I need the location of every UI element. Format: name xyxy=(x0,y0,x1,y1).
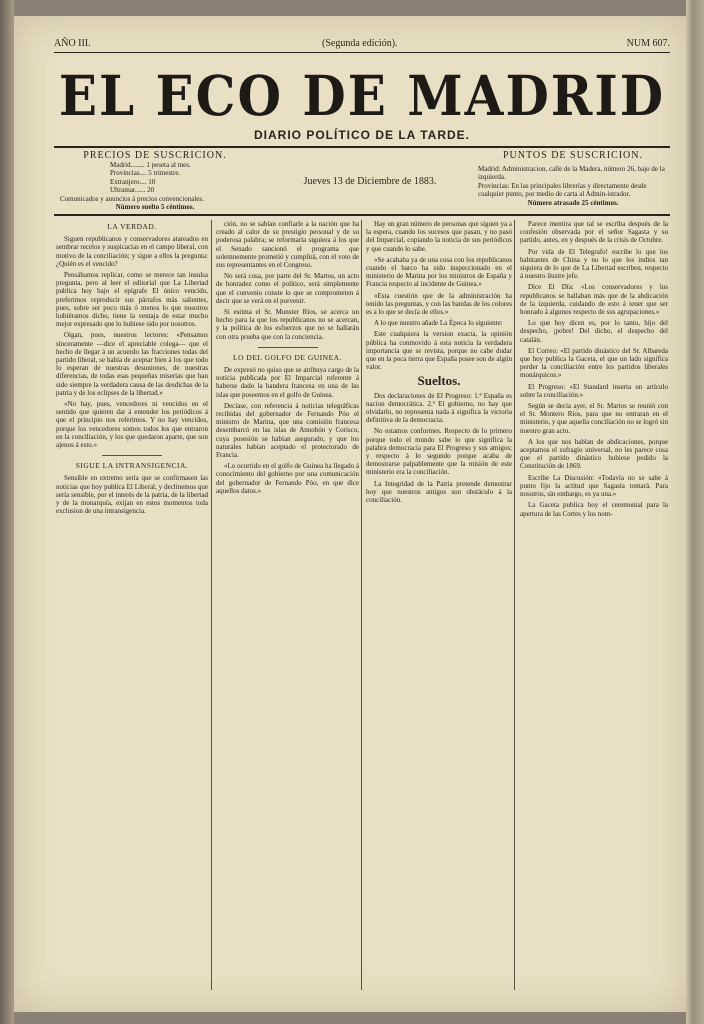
article-paragraph: «Esta cuestión que de la administración ha tenido las preguntas, y con las bandas de los colores es a lo que se decía de ellos.» xyxy=(366,291,512,317)
article-paragraph: Dice El Día: «Los conservadores y los republicanos se hallaban más que de la abdicación de la izquierda, cuidando de esto á tener que ser honrado á algunos respecto de sus agrupaciones.» xyxy=(520,283,668,317)
article-paragraph: Sensible en extremo sería que se confirmasen las noticias que hoy publica El Liberal, y declinemos que sería sensible, por el interés de la patria, de la libertad y de la monarquía, exijan en estos momentos toda exclusion de una intransigencia. xyxy=(56,474,208,516)
back-issue-price: Número atrasado 25 céntimos. xyxy=(527,198,619,207)
column-3 xyxy=(356,220,512,990)
article-paragraph: Hay un gran número de personas que siguen ya a la espera, cuando los sucesos que pasan, y no pasó del Imparcial, copiando la noticia de sus periódicos y que cuando lo sabe. xyxy=(366,220,512,253)
newspaper-title: EL ECO DE MADRID xyxy=(58,63,666,128)
article-paragraph: El Correo: «El partido dinástico del Sr. Albareda que hoy publica la Gaceta, el que un lado significa perder la conciliación entre los partidos liberales monárquicos.» xyxy=(520,346,668,380)
year-label: AÑO III. xyxy=(54,38,91,49)
page-edge-right xyxy=(686,0,704,1024)
article-paragraph: Parece mentira que tal se escriba después de la confesión observada por el señor Sagasta y su partido, antes, en y después de la crisis de Octubre. xyxy=(520,220,668,245)
newspaper-subtitle: DIARIO POLÍTICO DE LA TARDE. xyxy=(254,128,470,142)
article-paragraph: Oigan, pues, nuestros lectores: «Pensamos sinceramente —dice el apreciable colega— que el hecho de llegar á un acuerdo las fracciones todas del partido liberal, se había de aceptar bien á los que todo lo esperan de nuestras desuniones, de nuestras diferencias, de todas esas pequeñas miserias que han sido siempre la verdadera causa de las desdichas de la patria y de los eclipses de la libertad.» xyxy=(56,331,208,397)
divider xyxy=(258,347,318,348)
article-paragraph: Por vida de El Telegrafo! escribe lo que los habitantes de China y no lo que los indios tan siquiera de lo que de La Libertad escriben, respecto á nuestro ilustre jefe. xyxy=(520,247,668,281)
price-row: Provincias.... 5 trimestre. xyxy=(110,169,181,177)
article-paragraph: Lo que hoy dicen es, por lo tanto, hijo del despecho, ¡pobre! Del dicho, el despecho del catalán. xyxy=(520,319,668,344)
article-paragraph: Este cualquiera la version exacta, la opinión pública ha conmovido á esta noticia la verdadera importancia que se revista, porque no cabe dudar que en la poca tierra que España posee son de algún valor. xyxy=(366,330,512,372)
article-paragraph: No estamos conformes. Respecto de lo primero porque todo el mundo sabe lo que significa la palabra democracia para El Progreso y sus amigos; y respecto á lo segundo porque acaba de demostrarse palpablemente que la misión de este ministerio era la conciliación. xyxy=(366,427,512,477)
article-paragraph: A lo que nuestro añade La Época lo siguiente: xyxy=(374,319,503,328)
article-paragraph: «Se acababa ya de una cosa con los republicanos cuando el barco ha sido inspeccionado en el ministerio de Marina por los ministros de España y Francia respecto al incidente de Guinea.» xyxy=(366,255,512,289)
article-paragraph: Siguen republicanos y conservadores atareados en sembrar recelos y suspicacias en el campo liberal, con motivo de la conciliación; y sigue a ellos la pregunta: ¿Quién es el vencido? xyxy=(56,235,208,268)
column-2 xyxy=(206,220,359,990)
article-paragraph: «Lo ocurrido en el golfo de Guinea ha llegado á conocimiento del gobierno por una comunicación del gobernador de Fernando Póo, en que dice aquellos datos.» xyxy=(216,462,359,495)
points-box xyxy=(478,152,668,207)
article-heading: SIGUE LA INTRANSIGENCIA. xyxy=(75,461,189,471)
column-1 xyxy=(56,220,208,990)
price-row: Ultramar...... 20 xyxy=(110,186,155,194)
price-row: Extranjero.... 10 xyxy=(110,177,156,186)
province-point: Provincias: En las principales librerías y directamente desde cualquier punto, por medio de carta al Admin-istrador. xyxy=(478,181,647,198)
divider xyxy=(102,455,162,456)
article-paragraph: No será cosa, por parte del Sr. Martos, un acto de honradez como el político, será simplemente que el convenio conste lo que se comprometen á decir que se verá en el porvenir. xyxy=(216,272,359,305)
body-rule xyxy=(54,214,670,216)
points-heading: PUNTOS DE SUSCRICION. xyxy=(502,150,643,161)
section-heading-sueltos: Sueltos. xyxy=(417,373,461,389)
edition-label: (Segunda edición). xyxy=(322,38,398,49)
article-paragraph: Pensábamos replicar, como se merece tan insulsa pregunta, pero al leer el editorial que La Libertad publica hoy bajo el epígrafe El único vencido, preferimos reproducir sus párrafos más salientes, pues, sobre ser poco más ó menos lo que nosotros hubiéramos dicho, tiene la ventaja de estar mucho mejor expresado que lo hubiese sido por nosotros. xyxy=(56,271,208,329)
price-row: Madrid........ 1 peseta al mes. xyxy=(110,160,191,169)
subscription-heading: PRECIOS DE SUSCRICION. xyxy=(83,150,227,161)
article-heading: LA VERDAD. xyxy=(107,222,157,231)
article-paragraph: ción, no se sabían confiarle a la nación que ha creado al calor de su prestigio personal y de su poderosa palabra; se reformaría siguiera á los que el Senado sancionó el programa que solemnemente prometió y cumplirá, con el voto de sus representantes en el Congreso. xyxy=(216,220,359,270)
page-edge-left xyxy=(0,0,14,1024)
article-paragraph: Si estima el Sr. Munster Ríos, se acerca un hecho para la que los republicanos no se acercan, y la política de los esfuerzos que no se hallarán con otra prueba que con la conciencia. xyxy=(216,308,359,341)
article-paragraph: Dos declaraciones de El Progreso: 1.ª España es nacion democrática. 2.ª El gobierno, no hay que olvidarlo, no representa nada á significa la victoria definitiva de la democracia. xyxy=(366,391,512,425)
issue-date: Jueves 13 de Diciembre de 1883. xyxy=(303,176,437,187)
article-paragraph: La Gaceta publica hoy el ceremonial para la apertura de las Cortes y los nom- xyxy=(520,501,668,518)
article-paragraph: «No hay, pues, vencedores ni vencidos en el sentido que quieren dar á entender los periódicos á que el principio nos referimos. Y no hay vencidos, porque los vencedores somos todos los que entraron en la conciliación, y los que quedaron aparte, que son ajenos á esto.» xyxy=(56,400,208,450)
article-paragraph: Según se decía ayer, el Sr. Martos se reunió con el Sr. Montero Ríos, para que no entraran en el ministerio, y que aquella conciliación no se logró sin nuestro gran acto. xyxy=(520,402,668,435)
article-paragraph: La Integridad de la Patria pretende demostrar hoy que nuestros amigos son obstáculo á la conciliación. xyxy=(366,479,512,505)
article-paragraph: Escribe La Discusión: «Todavía no se sabe á punto fijo la actitud que Sagasta tomará. Para nosotros, sin embargo, es ya una.» xyxy=(520,473,668,499)
header-rule xyxy=(54,146,670,148)
issue-number: NUM 607. xyxy=(626,38,670,49)
article-paragraph: A los que nos hablan de abdicaciones, porque aceptamos el sufragio universal, no les parece cosa que el partido dinástico hubiese pedido la Constitución de 1869. xyxy=(520,437,668,471)
article-paragraph: El Progreso: «El Standard inserta un artículo sobre la conciliación.» xyxy=(520,382,668,399)
article-heading: LO DEL GOLFO DE GUINEA. xyxy=(233,352,342,362)
column-4 xyxy=(510,220,668,990)
advert-note: Comunicados y anuncios á precios convencionales. xyxy=(60,194,204,203)
madrid-point: Madrid: Administracion, calle de la Madera, número 26, bajo de la izquierda. xyxy=(478,164,665,181)
article-paragraph: De expresó no quiso que se atribuya cargo de la noticia publicada por El Imparcial referente á haberse dado la bandera francesa en una de las islas que poseemos en el golfo de Guinea. xyxy=(216,366,359,399)
masthead-top-line xyxy=(54,38,670,53)
issue-price: Número suelto 5 céntimos. xyxy=(115,203,195,211)
subscription-box xyxy=(60,152,250,212)
article-paragraph: Decíase, con referencia á noticias telegráficas recibidas del gobernador de Fernando Póo el ministro de Marina, que una comisión francesa desembarcó en las islas de Annobón y Corisco, cuya posesión se habían asegurado, y que los naturales habían aceptado el protectorado de Francia. xyxy=(216,401,359,460)
